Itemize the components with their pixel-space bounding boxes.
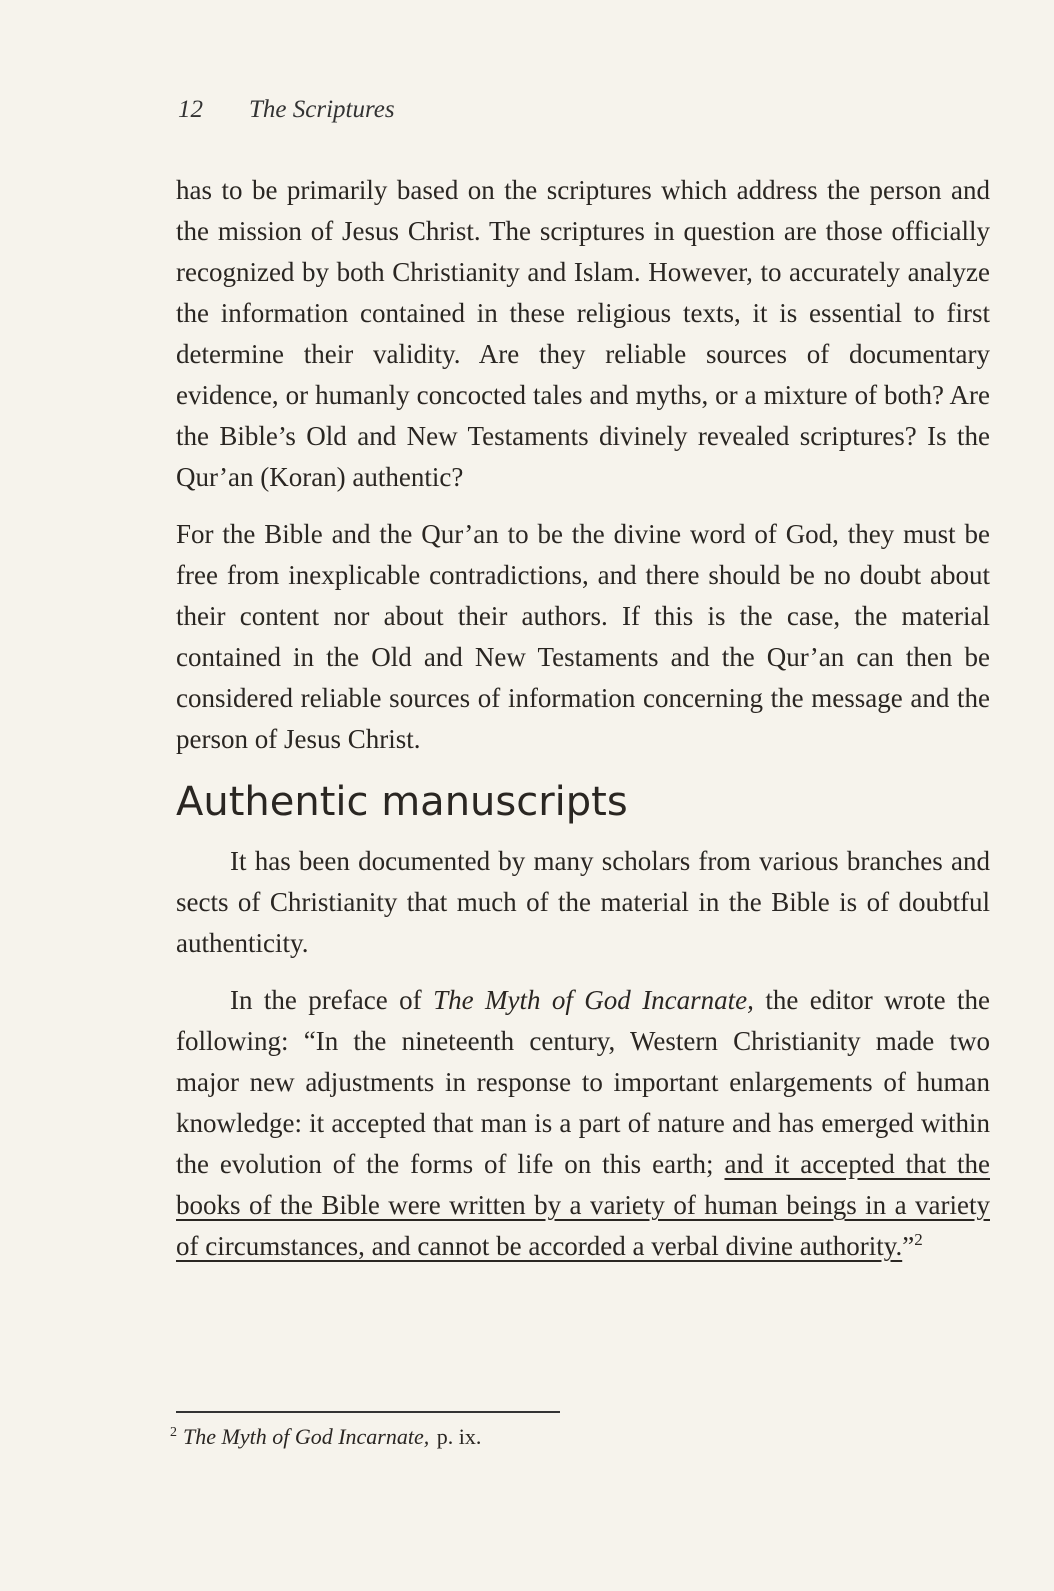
p4-intro: In the preface of — [230, 985, 422, 1015]
paragraph-1: has to be primarily based on the scriptures which address the person and the mission of Jesus Christ. The scriptures in question are those officially recognized by both Christianity and Islam. However, to accurately analyze the information contained in these religious texts, it is essential to first determine their validity. Are they reliable sources of documentary evidence, or humanly concocted tales and myths, or a mixture of both? Are the Bible’s Old and New Testaments divinely revealed scriptures? Is the Qur’an (Koran) authentic? — [176, 175, 990, 492]
close-quote: ” — [902, 1231, 915, 1261]
p4-book-title: The Myth of God Incarnate, — [433, 985, 754, 1015]
p4-text: the editor wrote the following: “In the nineteenth century, Western Christianity made two major new adjustments in response to important enlargements of human knowledge: it accepted that man is a part of nature and has emerged within the evolution of the forms of life on this earth; — [176, 985, 991, 1179]
footnote — [170, 1424, 481, 1450]
page-number: 12 — [178, 96, 203, 123]
footnote-title: The Myth of God Incarnate, — [183, 1424, 430, 1449]
paragraph-4 — [176, 980, 990, 1267]
footnote-page: p. ix. — [436, 1424, 482, 1449]
footnote-ref: 2 — [914, 1230, 923, 1249]
body-text — [176, 170, 990, 1283]
underlined-quote: and it accepted that the books of the Bible were written by a variety of human beings in a variety of circumstances, and cannot be accorded a verbal divine authority. — [176, 1149, 990, 1261]
chapter-title: The Scriptures — [249, 96, 395, 123]
paragraph-3: It has been documented by many scholars from various branches and sects of Christianity that much of the material in the Bible is of doubtful authenticity. — [176, 846, 990, 958]
footnote-marker: 2 — [170, 1424, 177, 1440]
section-heading: Authentic manuscripts — [176, 779, 628, 825]
footnote-rule — [176, 1411, 560, 1413]
paragraph-2: For the Bible and the Qur’an to be the divine word of God, they must be free from inexplicable contradictions, and there should be no doubt about their content nor about their authors. If this is the case, the material contained in the Old and New Testaments and the Qur’an can then be considered reliable sources of information concerning the message and the person of Jesus Christ. — [176, 519, 990, 754]
running-head — [178, 96, 395, 124]
